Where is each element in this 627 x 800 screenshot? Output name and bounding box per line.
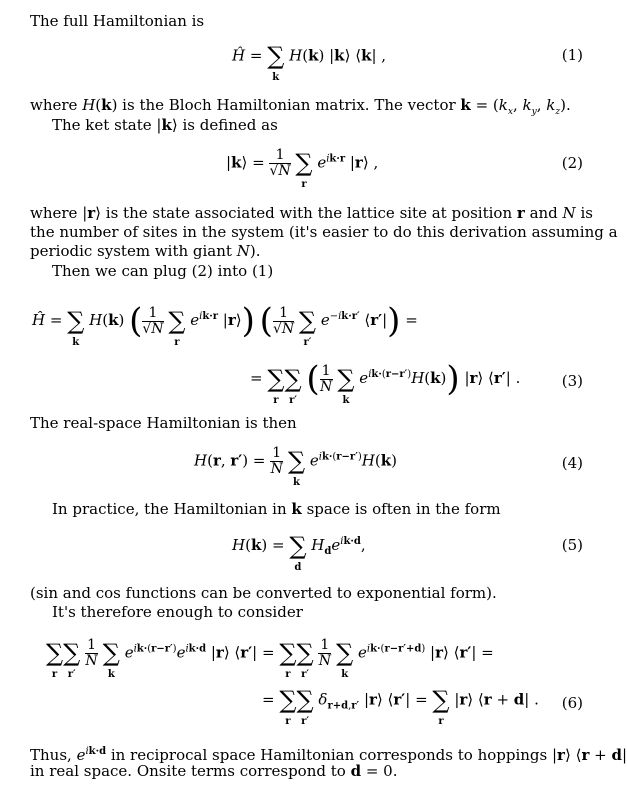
equation-1	[0, 38, 615, 82]
equation-6-line-1-body: ∑ r ∑ r′ $\frac{1}{N}$ ∑ k $e^{ik\cdot(r-r')}e^{ik\cdot d}$ |r⟩ ⟨r′| = ∑ r ∑ r′ $\frac{1}{N}$ ∑ k $e^{ik\cdot(r-r'+d)}$ |r⟩ ⟨r′| =	[46, 637, 494, 680]
paragraph-conclusion-line-1: Thus, $e^{ik\cdot d}$ in reciprocal space Hamiltonian corresponds to hoppings |r⟩ ⟨r + d|	[30, 746, 627, 764]
paragraph-full-hamiltonian: The full Hamiltonian is	[30, 12, 205, 30]
paragraph-real-space: The real-space Hamiltonian is then	[30, 414, 297, 432]
paragraph-conclusion-line-2: in real space. Onsite terms correspond to d = 0.	[30, 762, 398, 780]
equation-4-body: H(r, r′) = $\frac{1}{N}$ ∑ k $e^{ik\cdot(r-r')}H(k)$	[194, 445, 397, 488]
equation-number-6: (6)	[561, 694, 583, 712]
equation-number-4: (4)	[561, 454, 583, 472]
equation-2-body: |k⟩ = $\frac{1}{√N}$ ∑ r $e^{ik\cdot r}$ |r⟩ ,	[226, 147, 379, 190]
equation-3-line-1	[0, 292, 615, 352]
paragraph-ket-defined: The ket state |k⟩ is defined as	[52, 116, 278, 134]
equation-number-3: (3)	[561, 372, 583, 390]
paragraph-enough: It's therefore enough to consider	[52, 603, 303, 621]
equation-6-line-1	[0, 632, 615, 684]
equation-5-body: H(k) = ∑ d $H_de^{ik\cdot d}$,	[232, 531, 366, 573]
equation-4	[0, 440, 615, 488]
equation-3-line-1-body: Ĥ = ∑ k H(k) ( $\frac{1}{√N}$ ∑ r $e^{ik\cdot r}$ |r⟩) ( $\frac{1}{√N}$ ∑ r′ $e^{-ik\cdot r'}$ ⟨r′|) =	[32, 301, 418, 348]
paragraph-state-line-1: where |r⟩ is the state associated with the lattice site at position r and N is	[30, 204, 593, 222]
equation-1-body: Ĥ = ∑ k H(k) |k⟩ ⟨k| ,	[232, 42, 387, 83]
equation-number-2: (2)	[561, 154, 583, 172]
equation-number-5: (5)	[561, 536, 583, 554]
paragraph-state-line-2: the number of sites in the system (it's easier to do this derivation assuming a	[30, 223, 618, 241]
paragraph-in-practice: In practice, the Hamiltonian in k space is often in the form	[52, 500, 501, 518]
equation-6-line-2-body: = ∑ r ∑ r′ $\delta_{r+d,r'}$ |r⟩ ⟨r′| = ∑ r |r⟩ ⟨r + d| .	[262, 686, 539, 727]
equation-3-line-2	[0, 352, 615, 412]
equation-number-1: (1)	[561, 46, 583, 64]
paragraph-sin-cos: (sin and cos functions can be converted to exponential form).	[30, 584, 497, 602]
equation-3-line-2-body: = ∑ r ∑ r′ ( $\frac{1}{N}$ ∑ k $e^{ik\cdot(r-r')}H(k)$) |r⟩ ⟨r′| .	[250, 359, 521, 406]
paragraph-bloch-hamiltonian: where H(k) is the Bloch Hamiltonian matrix. The vector $k = (k_x$, $k_y$, $k_z$).	[30, 96, 571, 117]
paragraph-state-line-3: periodic system with giant N).	[30, 242, 261, 260]
equation-5	[0, 526, 615, 573]
equation-2	[0, 142, 615, 190]
paragraph-plug-in: Then we can plug (2) into (1)	[52, 262, 274, 280]
equation-6-line-2	[0, 684, 615, 736]
